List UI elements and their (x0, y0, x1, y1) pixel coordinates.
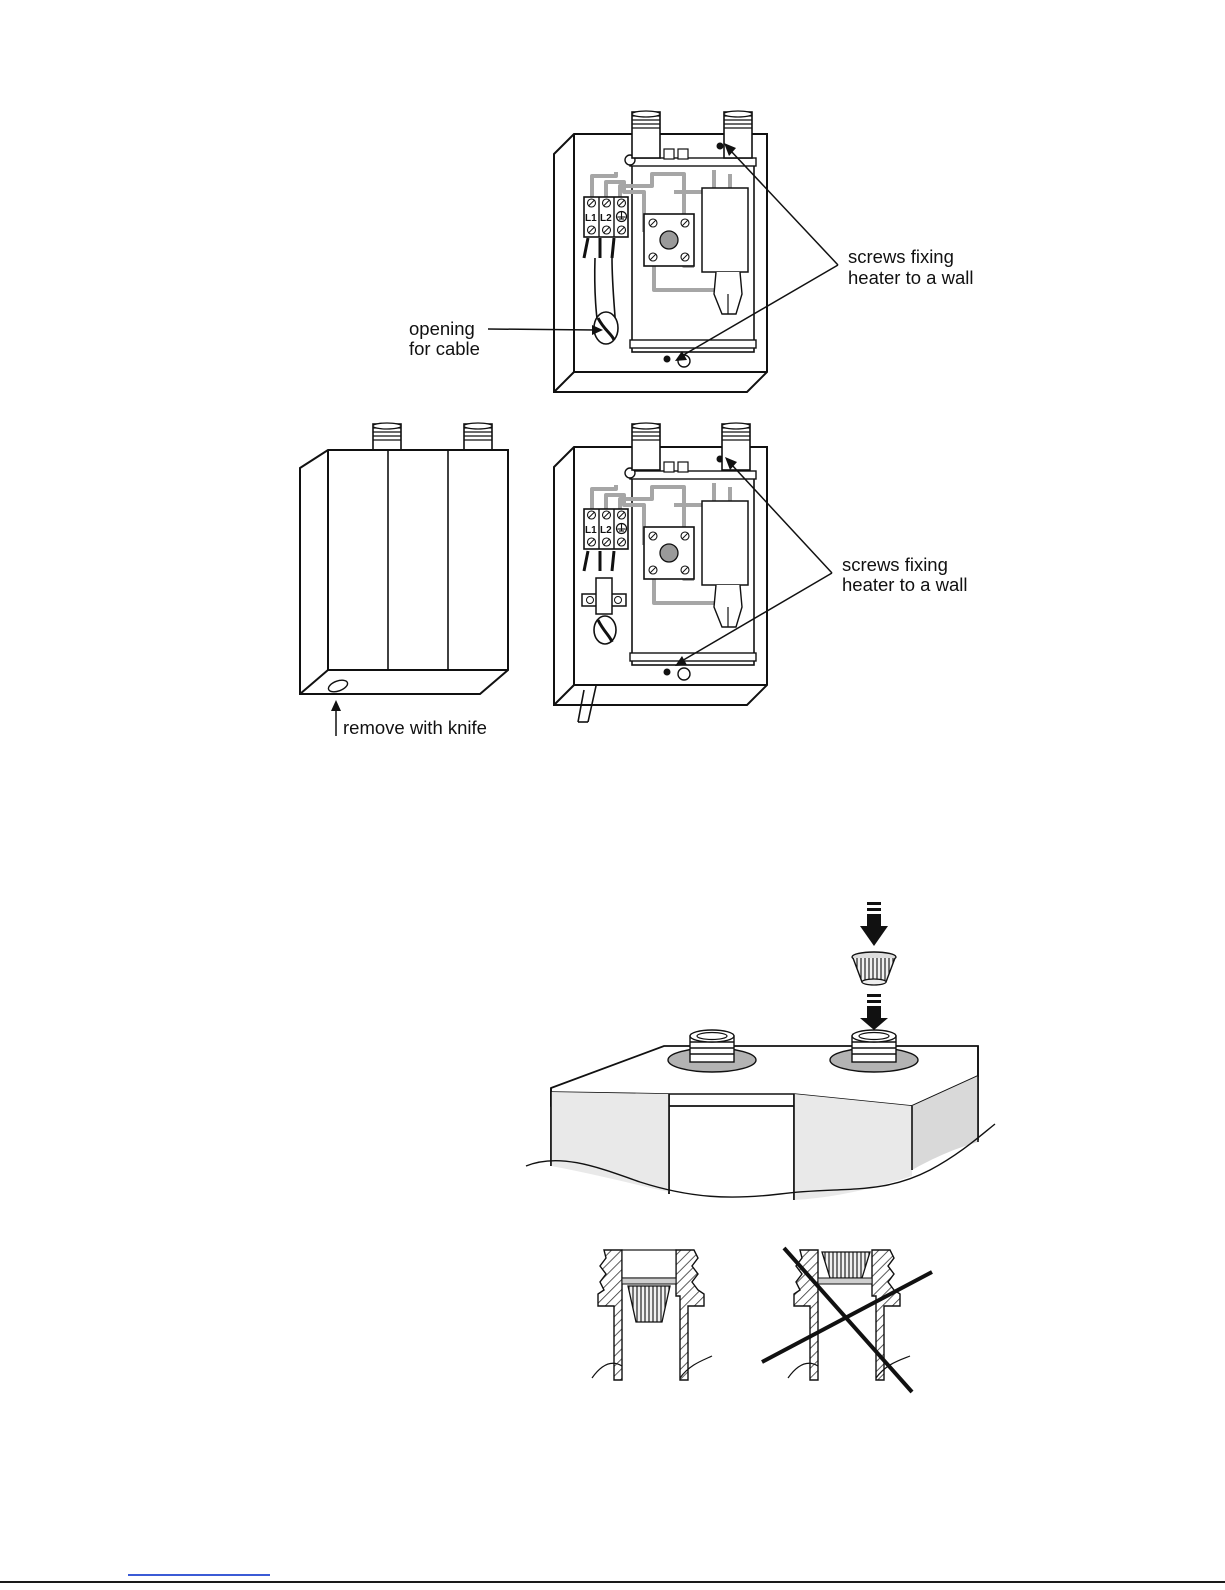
figure3-filter-insertion (526, 902, 995, 1200)
figure1-screws-label-line1: screws fixing (848, 246, 954, 267)
figure1-heater (554, 111, 767, 392)
figure2-terminal-l1: L1 (585, 525, 597, 536)
figure1-terminal-l2: L2 (600, 213, 612, 224)
figure1-opening-label-line1: opening (409, 318, 475, 339)
figure1-terminal-l1: L1 (585, 213, 597, 224)
figure4-correct-section (592, 1250, 712, 1380)
footer-rule (0, 1581, 1225, 1583)
figure2-screws-label-line2: heater to a wall (842, 574, 968, 595)
figure1-opening-label-line2: for cable (409, 338, 480, 359)
arrowhead (331, 700, 341, 711)
figure4-wrong-section (762, 1248, 932, 1392)
figure2-terminal-l2: L2 (600, 525, 612, 536)
figure2-screws-label-line1: screws fixing (842, 554, 948, 575)
footer-link-underline (128, 1574, 270, 1576)
figure1-screws-label-line2: heater to a wall (848, 267, 974, 288)
figure2-knife-label: remove with knife (343, 717, 487, 738)
figure2-closed-heater (300, 423, 508, 694)
